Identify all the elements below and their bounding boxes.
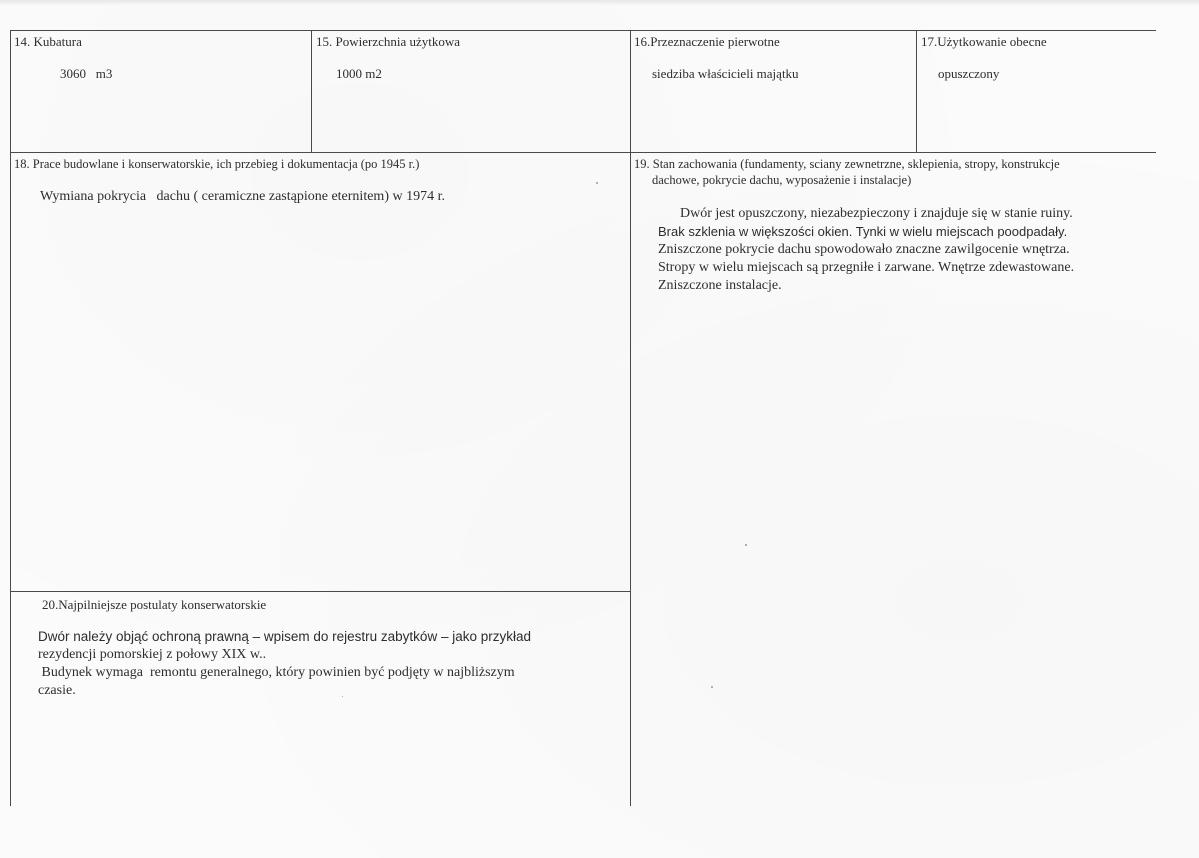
scan-speck [342,696,343,697]
postulaty-text-line-4: czasie. [38,683,76,698]
stan-label-line-1: 19. Stan zachowania (fundamenty, sciany zewnetrzne, sklepienia, stropy, konstrukcje [634,157,1060,171]
powierzchnia-value: 1000 m2 [336,66,382,81]
kubatura-label: 14. Kubatura [14,34,82,49]
section20-top-border [10,591,631,592]
powierzchnia-label: 15. Powierzchnia użytkowa [316,34,461,49]
postulaty-text-line-1: Dwór należy objąć ochroną prawną – wpisem do rejestru zabytków – jako przykład [38,629,531,644]
col3-divider [916,30,917,152]
przeznaczenie-value: siedziba właścicieli majątku [652,66,799,81]
scan-speck [596,182,598,184]
left-border [10,30,11,806]
middle-divider [630,30,631,806]
scan-speck [745,544,747,546]
uzytkowanie-label: 17.Użytkowanie obecne [921,34,1047,49]
stan-text-line-4: Stropy w wielu miejscach są przegniłe i zarwane. Wnętrze zdewastowane. [658,260,1075,275]
stan-text [658,205,1074,295]
col1-divider [311,30,312,152]
top-border [10,30,1156,31]
stan-text-line-1: Dwór jest opuszczony, niezabezpieczony i znajduje się w stanie ruiny. [680,206,1073,221]
postulaty-label: 20.Najpilniejsze postulaty konserwatorskie [42,597,267,612]
postulaty-text [38,628,531,700]
scan-top-edge [0,0,1199,6]
postulaty-text-line-3: Budynek wymaga remontu generalnego, który powinien być podjęty w najbliższym [38,665,515,680]
stan-label-line-2: dachowe, pokrycie dachu, wyposażenie i instalacje) [652,173,912,187]
uzytkowanie-value: opuszczony [938,66,1000,81]
row1-bottom-border [10,152,1156,153]
kubatura-value: 3060 m3 [60,66,113,81]
stan-text-line-2: Brak szklenia w większości okien. Tynki w wielu miejscach poodpadały. [658,224,1068,239]
przeznaczenie-label: 16.Przeznaczenie pierwotne [634,34,780,49]
prace-text: Wymiana pokrycia dachu ( ceramiczne zastąpione eternitem) w 1974 r. [40,189,445,204]
stan-text-line-5: Zniszczone instalacje. [658,278,782,293]
stan-text-line-3: Zniszczone pokrycie dachu spowodowało znaczne zawilgocenie wnętrza. [658,242,1070,257]
prace-label: 18. Prace budowlane i konserwatorskie, ich przebieg i dokumentacja (po 1945 r.) [14,157,420,171]
postulaty-text-line-2: rezydencji pomorskiej z połowy XIX w.. [38,647,267,662]
scan-speck [711,686,713,688]
